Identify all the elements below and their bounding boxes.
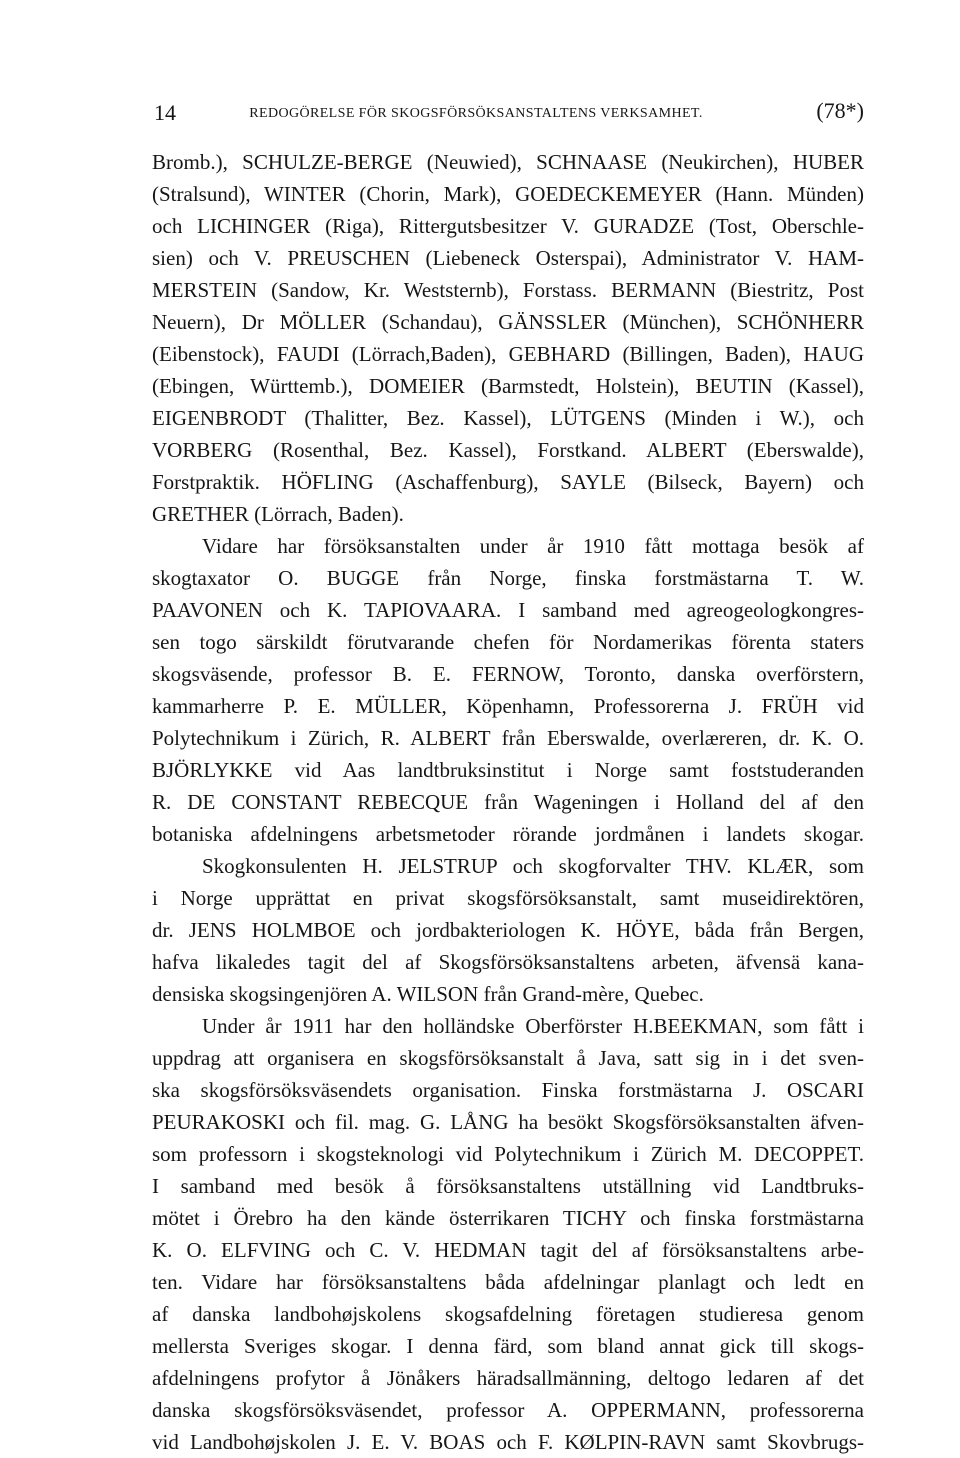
text-line: skogtaxator O. BUGGE från Norge, finska forstmästarna T. W. [152,566,864,590]
text-line: MERSTEIN (Sandow, Kr. Weststernb), Forstass. BERMANN (Biestritz, Post [152,278,864,302]
text-line: EIGENBRODT (Thalitter, Bez. Kassel), LÜTGENS (Minden i W.), och [152,406,864,430]
text-line: PEURAKOSKI och fil. mag. G. LÅNG ha besökt Skogsförsöksanstalten äfven- [152,1110,864,1134]
text-line: R. DE CONSTANT REBECQUE från Wageningen i Holland del af den [152,790,864,814]
text-line: vid Landbohøjskolen J. E. V. BOAS och F. KØLPIN-RAVN samt Skovbrugs- [152,1430,864,1454]
text-line: Forstpraktik. HÖFLING (Aschaffenburg), SAYLE (Bilseck, Bayern) och [152,470,864,494]
text-line: hafva likaledes tagit del af Skogsförsöksanstaltens arbeten, äfvensä kana- [152,950,864,974]
text-line: danska skogsförsöksväsendet, professor A. OPPERMANN, professorerna [152,1398,864,1422]
text-line: ten. Vidare har försöksanstaltens båda afdelningar planlagt och ledt en [152,1270,864,1294]
text-line: och LICHINGER (Riga), Rittergutsbesitzer V. GURADZE (Tost, Oberschle- [152,214,864,238]
text-line: densiska skogsingenjören A. WILSON från Grand-mère, Quebec. [152,982,704,1006]
text-line: Polytechnikum i Zürich, R. ALBERT från Eberswalde, overlæreren, dr. K. O. [152,726,864,750]
text-line: Skogkonsulenten H. JELSTRUP och skogforvalter THV. KLÆR, som [202,854,864,878]
text-line: i Norge upprättat en privat skogsförsöksanstalt, samt museidirektören, [152,886,864,910]
text-line: GRETHER (Lörrach, Baden). [152,502,404,526]
text-line: botaniska afdelningens arbetsmetoder rörande jordmånen i landets skogar. [152,822,864,846]
text-line: K. O. ELFVING och C. V. HEDMAN tagit del af försöksanstaltens arbe- [152,1238,864,1262]
running-title: REDOGÖRELSE FÖR SKOGSFÖRSÖKSANSTALTENS VERKSAMHET. [249,106,703,121]
text-line: (Ebingen, Württemb.), DOMEIER (Barmstedt, Holstein), BEUTIN (Kassel), [152,374,864,398]
text-line: mötet i Örebro ha den kände österrikaren TICHY och finska forstmästarna [152,1206,864,1230]
text-line: VORBERG (Rosenthal, Bez. Kassel), Forstkand. ALBERT (Eberswalde), [152,438,864,462]
text-line: Bromb.), SCHULZE-BERGE (Neuwied), SCHNAASE (Neukirchen), HUBER [152,150,864,174]
text-line: sien) och V. PREUSCHEN (Liebeneck Osterspai), Administrator V. HAM- [152,246,864,270]
text-line: mellersta Sveriges skogar. I denna färd, som bland annat gick till skogs- [152,1334,864,1358]
page-number: 14 [154,100,176,125]
text-line: PAAVONEN och K. TAPIOVAARA. I samband med agreogeologkongres- [152,598,864,622]
page-header [154,96,864,130]
series-number: (78*) [816,98,864,123]
text-line: Under år 1911 har den holländske Oberförster H.BEEKMAN, som fått i [202,1014,864,1038]
text-line: I samband med besök å försöksanstaltens utställning vid Landtbruks- [152,1174,864,1198]
text-line: BJÖRLYKKE vid Aas landtbruksinstitut i Norge samt foststuderanden [152,758,864,782]
text-line: ska skogsförsöksväsendets organisation. Finska forstmästarna J. OSCARI [152,1078,864,1102]
text-line: uppdrag att organisera en skogsförsöksanstalt å Java, satt sig in i det sven- [152,1046,864,1070]
text-line: som professorn i skogsteknologi vid Polytechnikum i Zürich M. DECOPPET. [152,1142,864,1166]
text-line: skogsväsende, professor B. E. FERNOW, Toronto, danska overförstern, [152,662,864,686]
text-line: Neuern), Dr MÖLLER (Schandau), GÄNSSLER (München), SCHÖNHERR [152,310,864,334]
text-line: sen togo särskildt förutvarande chefen för Nordamerikas förenta staters [152,630,864,654]
text-line: dr. JENS HOLMBOE och jordbakteriologen K. HÖYE, båda från Bergen, [152,918,864,942]
text-line: (Stralsund), WINTER (Chorin, Mark), GOEDECKEMEYER (Hann. Münden) [152,182,864,206]
body-text [152,146,864,1458]
text-line: (Eibenstock), FAUDI (Lörrach,Baden), GEBHARD (Billingen, Baden), HAUG [152,342,864,366]
text-line: af danska landbohøjskolens skogsafdelning företagen studieresa genom [152,1302,864,1326]
text-line: kammarherre P. E. MÜLLER, Köpenhamn, Professorerna J. FRÜH vid [152,694,864,718]
text-line: afdelningens profytor å Jönåkers häradsallmänning, deltogo ledaren af det [152,1366,864,1390]
text-line: Vidare har försöksanstalten under år 1910 fått mottaga besök af [202,534,864,558]
